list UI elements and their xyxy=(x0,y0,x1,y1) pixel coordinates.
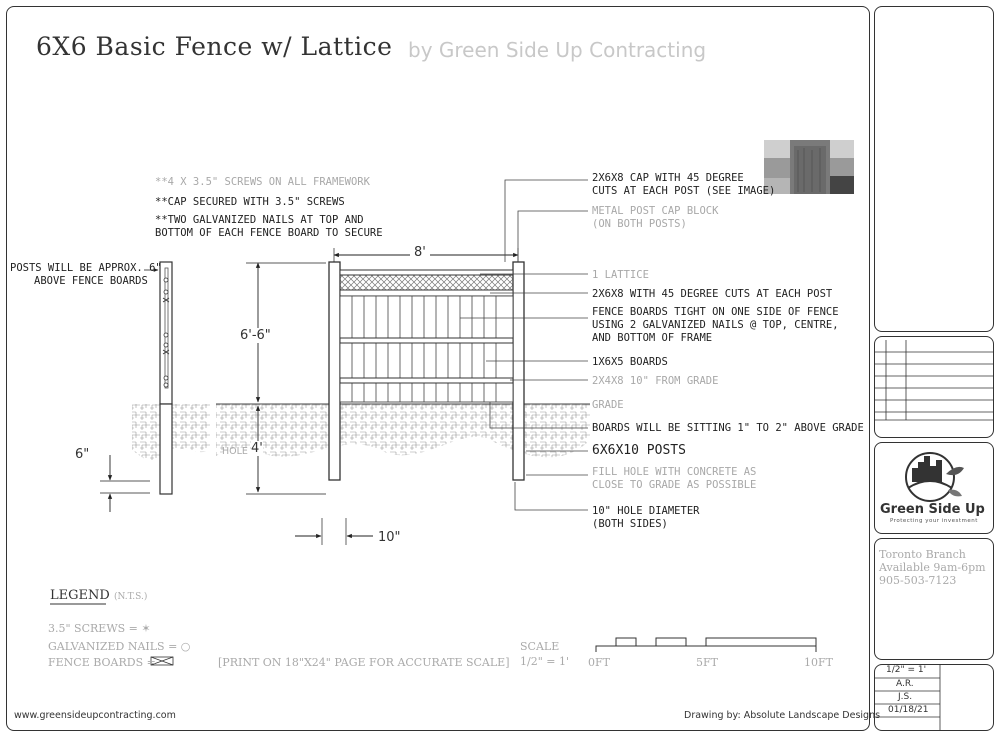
company-name: Green Side Up xyxy=(880,502,985,517)
callout-grade: GRADE xyxy=(592,399,624,411)
dim-hole-depth: 4' xyxy=(251,441,263,456)
bottom-rail xyxy=(340,378,513,383)
callout-boards-size: 1X6X5 BOARDS xyxy=(592,356,668,368)
scale-tick-5: 5FT xyxy=(696,656,718,669)
legend-nails: GALVANIZED NAILS = ○ xyxy=(48,640,191,653)
middle-rail xyxy=(340,338,513,343)
note-nails-2: BOTTOM OF EACH FENCE BOARD TO SECURE xyxy=(155,227,383,239)
note-screws: **4 X 3.5" SCREWS ON ALL FRAMEWORK xyxy=(155,176,370,188)
side-note-line-1: POSTS WILL BE APPROX. 6" xyxy=(10,262,162,274)
page-title: 6X6 Basic Fence w/ Lattice xyxy=(36,32,393,61)
company-tagline: Protecting your investment xyxy=(890,518,978,524)
soil-section xyxy=(216,404,590,457)
print-note: [PRINT ON 18"X24" PAGE FOR ACCURATE SCALE] xyxy=(218,656,510,669)
legend-screws: 3.5" SCREWS = ✶ xyxy=(48,622,151,635)
legend-title: LEGEND (N.T.S.) xyxy=(50,588,148,603)
title-block-date: 01/18/21 xyxy=(888,705,929,715)
post-cap-photo xyxy=(764,140,854,194)
title-block-scale: 1/2" = 1' xyxy=(886,665,927,675)
side-note-line-2: ABOVE FENCE BOARDS xyxy=(34,275,148,287)
drawing-credit: Drawing by: Absolute Landscape Designs xyxy=(684,710,881,721)
dim-post-gap: 6" xyxy=(75,447,90,462)
callout-cap: 2X6X8 CAP WITH 45 DEGREE CUTS AT EACH POST (SEE IMAGE) xyxy=(592,172,776,197)
scale-tick-10: 10FT xyxy=(804,656,833,669)
lattice-panel xyxy=(340,275,513,290)
left-post xyxy=(329,262,340,480)
callout-fence-boards: FENCE BOARDS TIGHT ON ONE SIDE OF FENCE USING 2 GALVANIZED NAILS @ TOP, CENTRE, AND BOTTOM OF FRAME xyxy=(592,306,839,344)
legend-fence-boards: FENCE BOARDS = xyxy=(48,656,156,669)
scale-label: SCALE xyxy=(520,640,560,653)
callout-post-cap-block: METAL POST CAP BLOCK (ON BOTH POSTS) xyxy=(592,205,719,230)
company-logo-mark xyxy=(906,453,964,501)
callout-top-rail: 2X6X8 WITH 45 DEGREE CUTS AT EACH POST xyxy=(592,288,833,300)
callout-bottom-rail: 2X4X8 10" FROM GRADE xyxy=(592,375,719,387)
revision-grid xyxy=(874,340,994,420)
dim-hole-diameter: 10" xyxy=(378,530,401,545)
company-branch: Toronto Branch xyxy=(879,548,966,561)
note-cap: **CAP SECURED WITH 3.5" SCREWS xyxy=(155,196,345,208)
title-block-drawn-by: A.R. xyxy=(896,679,914,689)
page-subtitle: by Green Side Up Contracting xyxy=(408,38,707,62)
note-nails-1: **TWO GALVANIZED NAILS AT TOP AND xyxy=(155,214,364,226)
scale-ratio: 1/2" = 1' xyxy=(520,655,569,668)
callout-posts: 6X6X10 POSTS xyxy=(592,443,686,458)
company-hours: Available 9am-6pm xyxy=(879,561,986,574)
callout-concrete: FILL HOLE WITH CONCRETE AS CLOSE TO GRADE AS POSSIBLE xyxy=(592,466,757,491)
callout-lattice: 1 LATTICE xyxy=(592,269,649,281)
fence-boards xyxy=(340,296,513,402)
scale-tick-0: 0FT xyxy=(588,656,610,669)
scale-bar xyxy=(596,638,816,652)
side-view-post xyxy=(160,262,172,494)
dim-hole-label: HOLE xyxy=(222,446,248,457)
company-phone: 905-503-7123 xyxy=(879,574,957,587)
right-post xyxy=(513,262,524,480)
dim-span: 8' xyxy=(410,245,430,260)
website-link[interactable]: www.greensideupcontracting.com xyxy=(14,710,176,721)
callout-board-gap: BOARDS WILL BE SITTING 1" TO 2" ABOVE GRADE xyxy=(592,422,864,434)
callout-hole-diameter: 10" HOLE DIAMETER (BOTH SIDES) xyxy=(592,505,700,530)
title-block-checked-by: J.S. xyxy=(898,692,913,702)
dim-height: 6'-6" xyxy=(240,328,271,343)
